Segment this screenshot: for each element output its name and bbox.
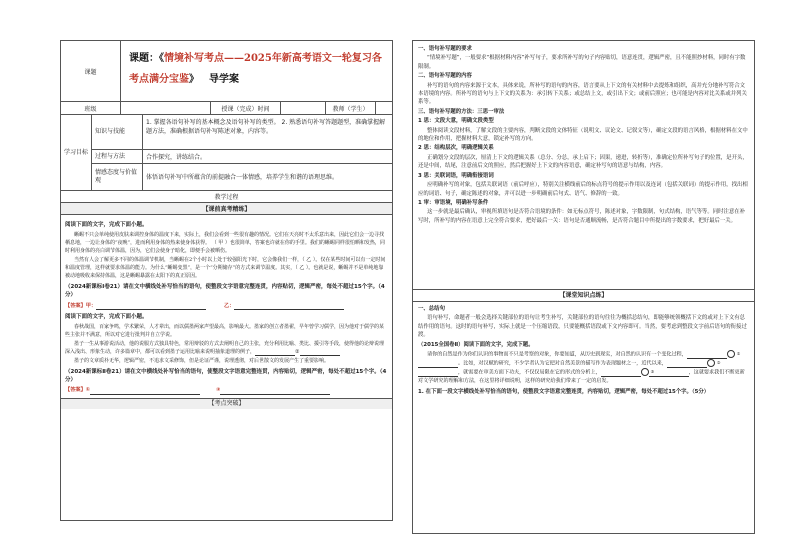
passage-paragraph: 当然有人会了解更多不同的体温调节机制，当蜥蜴在2个小时以上处于较强阳光下时，它会像我们一样，（ 乙 ）。仅在某些时间可以有一定时间和温度管理，这样就要求体温的能力。为什么“蜥蜴变黑”，是一个“分期储存”的方式来调节温度。其实，（ 乙 ）。也就是说，蜥蜴并不是单纯地靠被动地吸收来保持体温，这是蜥蜴暴露在太阳下的真正原因。 (65, 257, 386, 280)
passage-blank (687, 352, 727, 359)
goal-row (92, 164, 392, 190)
theory-box (412, 40, 755, 290)
section-heading: 三、语句补写题的方法：三思一审法 (418, 108, 505, 115)
section-heading: 二、语句补写题的内容 (418, 73, 472, 80)
goals-body (92, 115, 392, 190)
sub-heading: 1 思：文段大意，明确文段类型 (418, 118, 494, 125)
question-source: （2015全国卷Ⅱ）阅读下面的文字，完成下题。 (418, 341, 534, 348)
passage-paragraph: 蜥蜴不只会单纯使用皮肤来调控身体的温度下来，实际上，我们会看到一些很有趣的情况。它们在天亮时不太乐意出来，因此它们会一边寻找栖息地，一边让身体的“夜晚”，进而利用身体的热来使身体获得。 （ 甲 ）也很简单，答案也许就在你的手里。我们的蜥蜴同样很怕晒和发热，同时利用身体的亮白调节体温，因为，它们会使身子暗化，即便手会被晒伤。 (65, 232, 385, 255)
passage-paragraph: 墨子的文章质朴无华，逻辑严密，不追求文采修饰，但是论证严谨，说理透彻，对后世散文的发展产生了重要影响。 (74, 358, 330, 365)
question-prompt: （2024新课标Ⅱ卷21）请在文中横线处补写恰当的语句，使整段文字语意完整连贯，内容贴切，逻辑严密，每处不超过15个字。（4分） (65, 369, 387, 384)
goal-row (92, 150, 392, 164)
question-instruction: 阅读下面的文字，完成下面小题。 (65, 222, 148, 228)
title-row (61, 41, 392, 102)
goals-label: 学习目标 (61, 115, 92, 190)
theory-paragraph: 正确划分文段的层次，厘清上下文的逻辑关系（总分、分总，承上启下；因果，递进，转折等），准确定位所补写句子的位置，是开头，还是中间，结尾，注意前后文的照应，然后把握好上下文的内容语意，确定补写句的语意与结构，内容。 (418, 154, 748, 170)
question-instruction: 阅读下面的文字，完成下面小题。 (65, 313, 148, 320)
goal-text: 合作探究，讲练结合。 (146, 154, 207, 161)
sub-heading: 2 思：结构层次，明确逻辑关系 (418, 145, 494, 152)
teacher-value (376, 102, 392, 114)
answer-blank[interactable] (96, 303, 206, 310)
goal-text: 1. 掌握各语句补写的基本概念及语句补写的类型。 2. 熟悉语句补写答题题型，准确掌握解题方法，准确根据语句补写陈述对象，内容等。 (146, 119, 386, 135)
title-open: 《 (159, 53, 164, 64)
teacher-label: 教师（学生） (326, 102, 376, 114)
passage-blank (649, 370, 689, 377)
right-column (412, 40, 755, 534)
time-label: 授课（完成）时间 (211, 102, 281, 114)
section-heading: 一、总结句 (418, 306, 445, 312)
title-topic: 情境补写考点——2025年新高考语文一轮复习各考点满分宝鉴 (129, 53, 382, 85)
practice-box (412, 302, 755, 534)
answer-blank[interactable] (90, 388, 200, 395)
goal-text: 体悟语句补写中所蕴含的前提融合一体情感，培养学生和谐的语理思维。 (146, 173, 339, 181)
blank-number-2: ② (707, 359, 715, 367)
goal-row (92, 115, 392, 150)
practice-paragraph: 语句补写，命题者一般会选择关键部位的语句让考生补写，关键部位的语句往往为概括总结句，即能够统领概括下文的或对上下文有总结作用的语句。这时的语句补写，实际上就是一个压缩语段，只要能概括语段或下文内容即可。当然，要考虑到整段文字前后语句的衔接过渡。 (418, 315, 747, 339)
goals-section (61, 115, 392, 191)
review-title: 【课前真考精练】 (61, 203, 392, 215)
title-close: 》 (189, 74, 199, 85)
class-label: 班级 (61, 102, 121, 114)
passage-blank (300, 349, 340, 356)
goal-name: 情感态度与价值观 (92, 164, 143, 190)
passage-paragraph: 请你的自然是作为你们认识的事物而不只是考察的对象，你要知道，从历史到现实，对自然的认识有一个变化过程， ①。比如，对汉赋的研究，不少学者认为它把对自然美景的描写作为表现题材之一，近代以来， ②，就需要在审美方面下功夫，不仅仅局限在它的形式的分析上， ③ ，这就要求我们不断更新对文学研究的理解和方法，在这里将详细说明，这样的研究给我们带来了一定的启发。 (418, 351, 745, 384)
blank-number-1: ① (727, 350, 735, 358)
goal-name: 过程与方法 (92, 150, 143, 163)
process-title: 教学过程 (61, 191, 392, 203)
sub-heading: 3 思：关联词语，明确衔接语词 (418, 172, 494, 179)
theory-paragraph: “情境补写题”，一般要求“根据材料内容”补写句子，要求所补写的句子内容贴切，语意连贯，逻辑严密，且不能照抄材料，同时有字数限制。 (418, 55, 746, 70)
lesson-title (121, 41, 392, 101)
blank-number-3: ③ (641, 368, 649, 376)
title-case: 导学案 (209, 74, 239, 85)
passage-paragraph: 墨子一生从事游说活动，他的说服方式独具特色，常用辩驳的方式去阐明自己的主张，充分利用比喻、类比、援引等手段，使得他的论辩说理深入浅出、形象生动，许多篇章中，都可以看到墨子运用比喻来说明抽象道理的例子， ② (65, 341, 385, 356)
left-content (60, 215, 393, 521)
left-column (60, 40, 393, 521)
worksheet-page (60, 40, 755, 535)
theory-paragraph: 整体阅读文段材料，了解文段的主要内容，判断文段的文体特征（说明文、议论文、记叙文等），确定文段的语言风格，根据材料在文中的地位和作用，把握材料大意，锁定补写的方向。 (418, 127, 748, 143)
passage-blank (667, 361, 707, 368)
sub-heading: 1 审：审语境，明确补写条件 (418, 199, 489, 206)
answer-line: 【答案】① ② (65, 386, 388, 394)
question-prompt: 1. 在下面一段文字横线处补写恰当的语句，使整段文字语意完整连贯，内容贴切，逻辑严密，每处不超过15个字。（5分） (418, 389, 710, 396)
answer-blank[interactable] (234, 303, 344, 310)
class-value (121, 102, 211, 114)
meta-row (61, 102, 392, 115)
passage-blank (255, 349, 295, 356)
section-footer: 【考点突破】 (61, 398, 392, 409)
passage-blank (601, 370, 641, 377)
passage-paragraph: 春秋战国，百家争鸣，学术繁荣，人才辈出，而以儒墨两家声望最高，影响最大。墨家的创立者墨翟，早年曾学习儒学，因为他对于儒学的某些主张并不满意，所以对它进行批判并自立学说。 (65, 324, 385, 339)
passage-blank (418, 361, 458, 368)
passage-blank (418, 370, 458, 377)
answer-blank[interactable] (220, 388, 330, 395)
section-heading: 一、语句补写题的要求 (418, 46, 472, 52)
practice-band: 【课堂知识点练】 (412, 290, 755, 302)
goal-name: 知识与技能 (92, 115, 143, 149)
theory-paragraph: 应明确补写的对象，包括关联词语（前后呼应），特别关注横线前后的标点符号的提示作用以及连词（包括关联词）的提示作用，找出相应的词语、句子，确定陈述的对象，并可以进一步明确前后句式、语气、修辞的一致。 (418, 182, 748, 197)
time-value (281, 102, 326, 114)
question-prompt: （2024新课标Ⅰ卷21）请在文中横线处补写恰当的语句，使整段文字语意完整连贯，内容贴切，逻辑严密，每处不超过15个字。（4分） (65, 284, 385, 299)
theory-paragraph: 这一步就是最后确认，审视所填语句是否符合语境的条件：如无标点符号，陈述对象，字数限制，句式结构，语气等等。同时注意在补写时，所补写的内容在语意上完全符合要求，把好最后一关：语句是否通顺流畅，是否符合题目中所提出的字数要求，把好最后一关。 (418, 209, 746, 224)
title-label: 课题 (61, 41, 121, 101)
header-table (60, 40, 393, 215)
answer-line: 【答案】甲： 乙： (65, 302, 388, 310)
theory-paragraph: 补写的语句的内容来源于文本，具体来说，所补写的语句的内容，语言要从上下文的有关材料中去提炼和组织，高并充分地补写符合文本语境的内容。所补写的语句与上下文的关系为：承引转下关系；或总结上文，或引出下文；或前后照应；也可能是内容对比关系或并列关系等。 (418, 82, 747, 106)
title-prefix: 课题： (129, 53, 159, 64)
